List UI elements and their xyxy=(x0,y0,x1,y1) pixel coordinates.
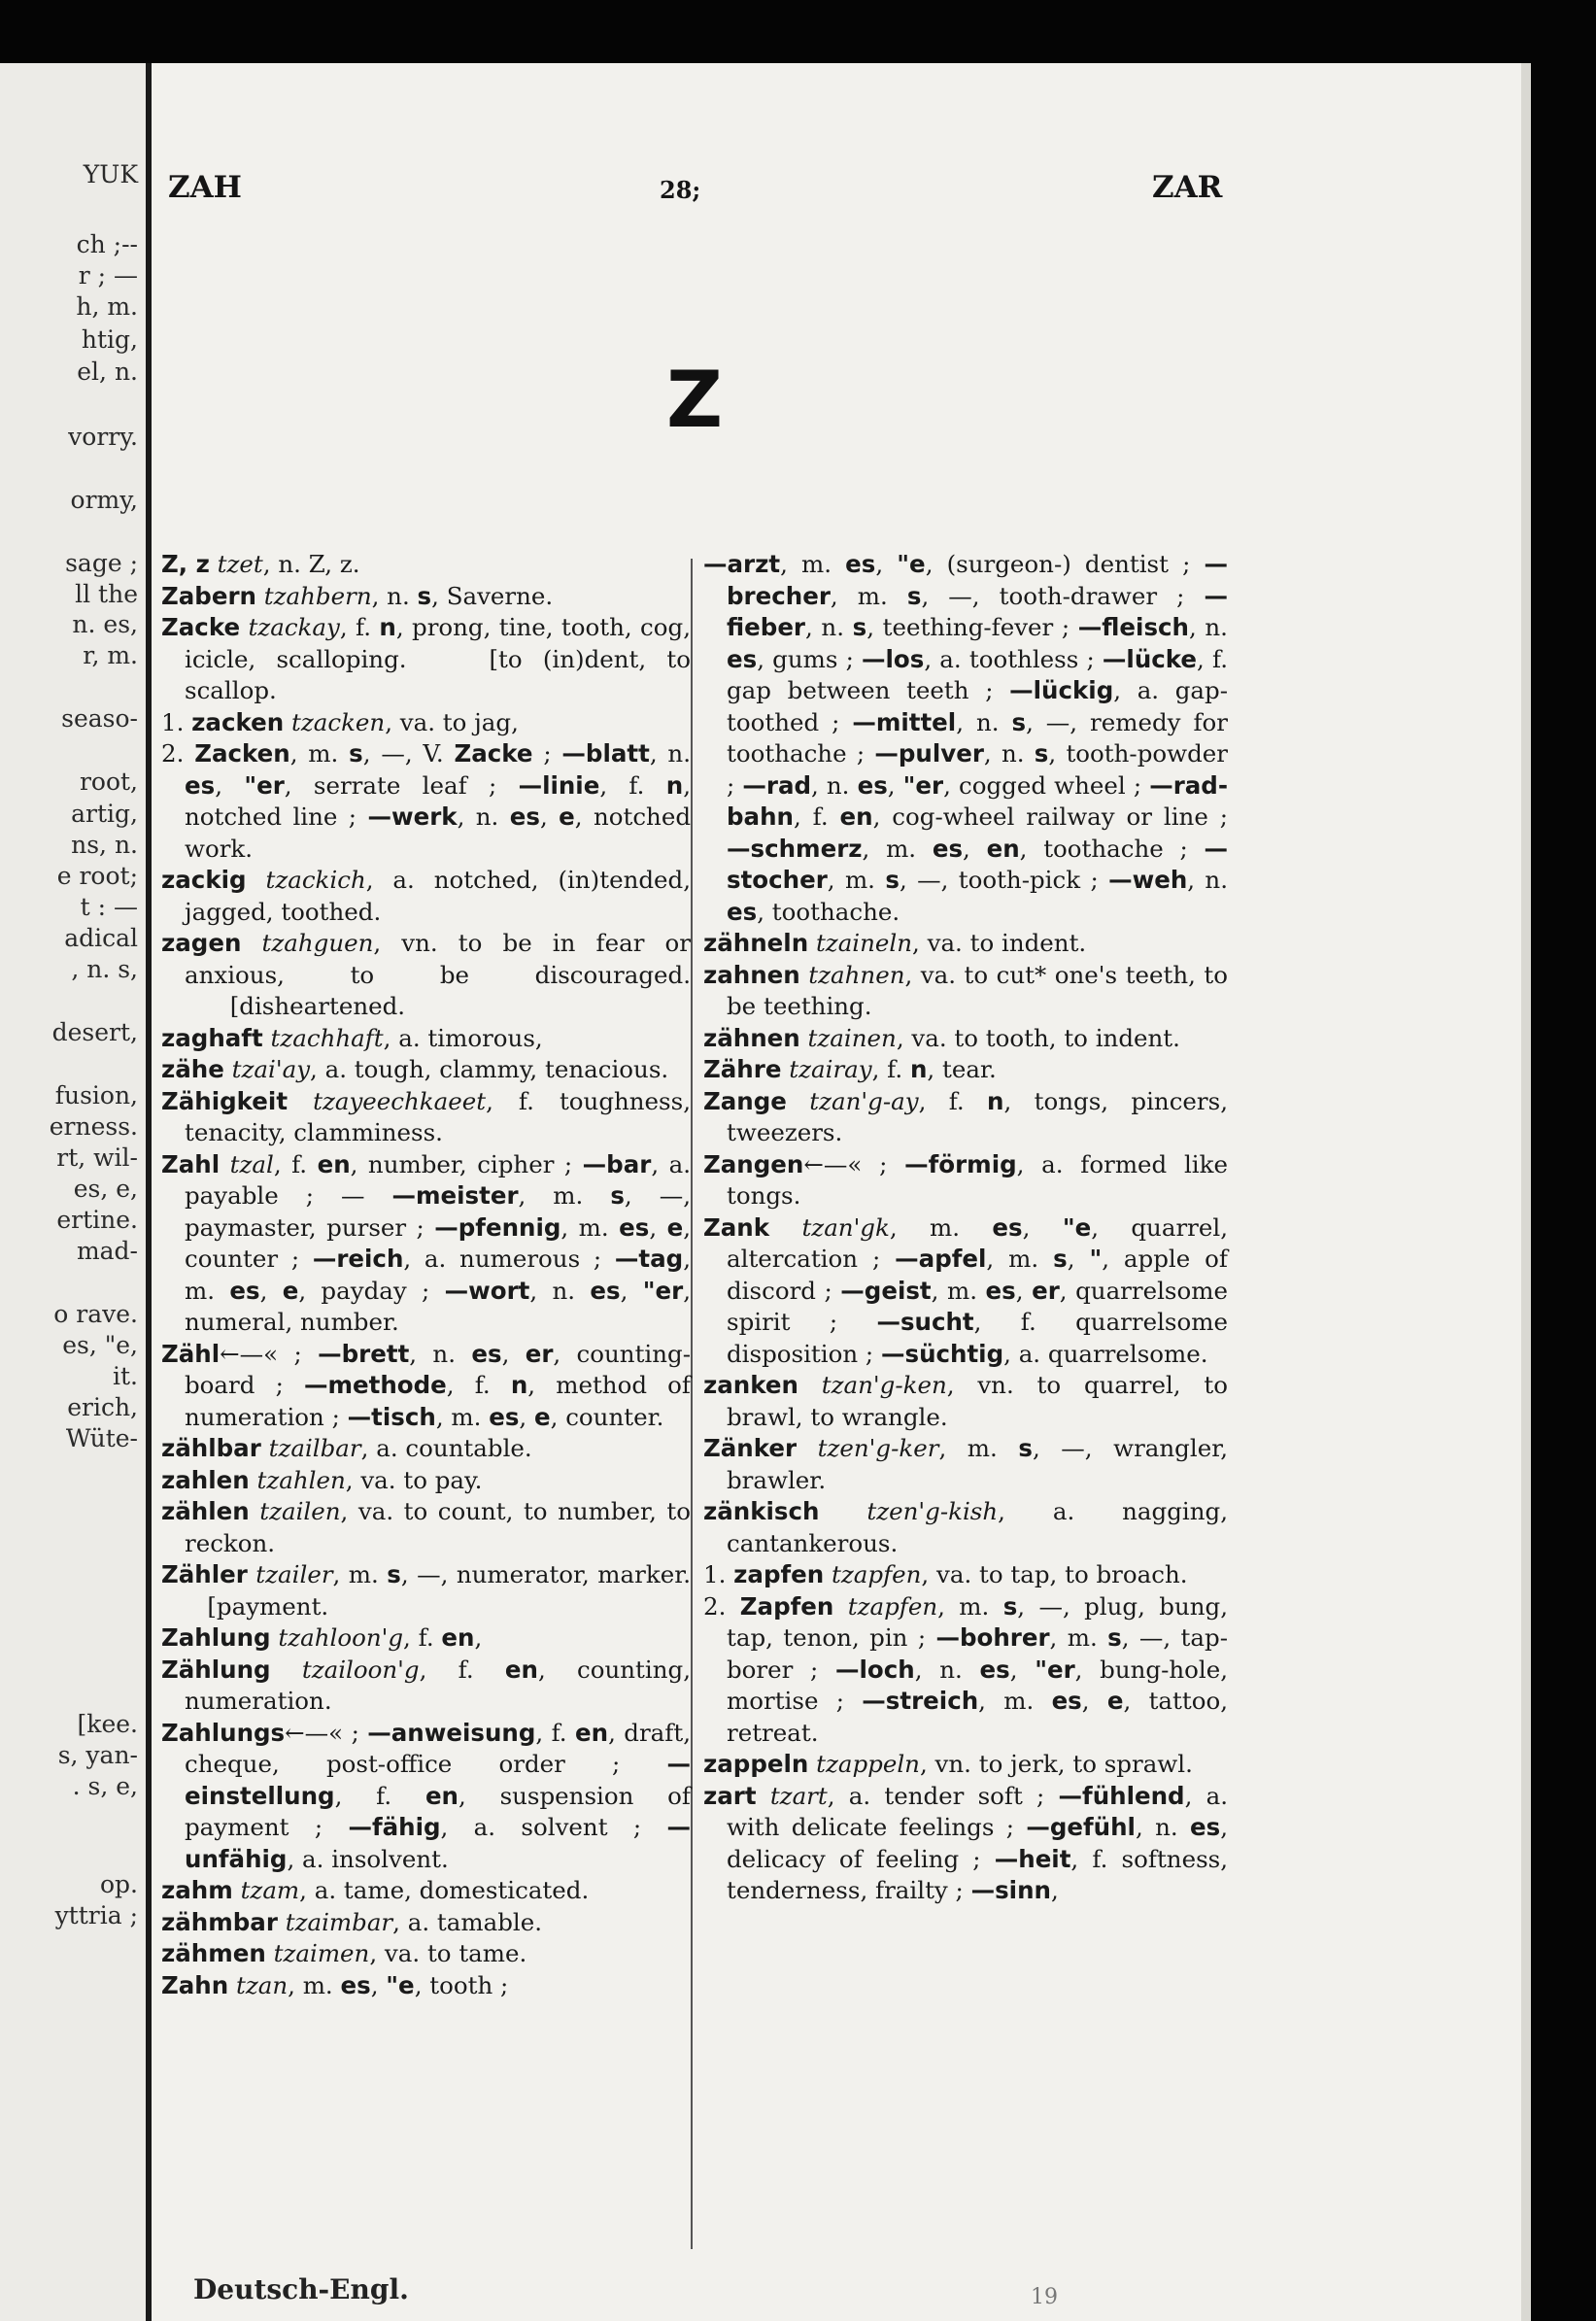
pronunciation: tzahguen xyxy=(261,929,374,957)
entry: —arzt, m. es, "e, (surgeon-) dentist ; —brecher, m. s, —, tooth-drawer ; —fieber, n. s, teething-fever ; —fleisch, n. es, gums ; —los, a. toothless ; —lücke, f. gap between teeth ; —lückig, a. gap-toothed ; —mittel, n. s, —, remedy for toothache ; —pulver, n. s, tooth-powder ; —rad, n. es, "er, cogged wheel ; —rad-bahn, f. en, cog-wheel railway or line ; —schmerz, m. es, en, toothache ; —stocher, m. s, —, tooth-pick ; —weh, n. es, toothache. xyxy=(703,550,1229,926)
entry: Zahn tzan, m. es, "e, tooth ; xyxy=(161,1970,509,1999)
fragment-line: . s, e, xyxy=(72,1772,138,1800)
entry: 2. Zapfen tzapfen, m. s, —, plug, bung, tap, tenon, pin ; —bohrer, m. s, —, tap-borer ; —loch, n. es, "er, bung-hole, mortise ; —streich, m. es, e, tattoo, retreat. xyxy=(703,1591,1229,1747)
pronunciation: tzai'ay xyxy=(231,1055,311,1083)
headword: zackig xyxy=(161,866,247,894)
entry: zahm tzam, a. tame, domesticated. xyxy=(161,1876,590,1904)
entry: Zangen←—« ; —förmig, a. formed like tongs. xyxy=(703,1149,1228,1210)
headword: Zähre xyxy=(703,1055,782,1083)
entry: 2. Zacken, m. s, —, V. Zacke ; —blatt, n. es, "er, serrate leaf ; —linie, f. n, notched line ; —werk, n. es, e, notched work. xyxy=(161,739,692,863)
entry: zähnen tzainen, va. to tooth, to indent. xyxy=(703,1023,1180,1052)
headword: Zahlung xyxy=(161,1623,271,1652)
fragment-line: r ; — xyxy=(78,261,138,290)
entry: zählbar tzailbar, a. countable. xyxy=(161,1434,532,1462)
headword: zählbar xyxy=(161,1434,261,1462)
left-page-fragment xyxy=(0,63,146,2321)
pronunciation: tzackay xyxy=(248,613,340,641)
fragment-line: s, yan- xyxy=(57,1741,138,1769)
fragment-line: it. xyxy=(113,1362,138,1390)
headword: Zank xyxy=(703,1212,770,1242)
footer-title: Deutsch-Engl. xyxy=(193,2273,409,2305)
pronunciation: tzen'g-ker xyxy=(817,1434,939,1462)
entry: zackig tzackich, a. notched, (in)tended, jagged, toothed. xyxy=(161,866,691,926)
pronunciation: tzaineln xyxy=(815,929,913,957)
entry: zahnen tzahnen, va. to cut* one's teeth, to be teething. xyxy=(703,960,1228,1020)
column-right xyxy=(703,549,1228,1907)
headword: zagen xyxy=(161,929,242,957)
pronunciation: tzailen xyxy=(259,1497,341,1525)
headword: zapfen xyxy=(733,1560,825,1588)
fragment-line: sage ; xyxy=(65,549,138,577)
entry: Zabern tzahbern, n. s, Saverne. xyxy=(161,581,554,610)
headword: zähe xyxy=(161,1055,224,1083)
fragment-line: r, m. xyxy=(83,641,138,669)
entry: zappeln tzappeln, vn. to jerk, to sprawl. xyxy=(703,1750,1193,1778)
pronunciation: tzahloon'g xyxy=(278,1623,404,1652)
pronunciation: tzaimen xyxy=(273,1939,370,1967)
headword: zahnen xyxy=(703,960,800,989)
running-head-left: ZAH xyxy=(168,170,242,205)
headword: Zählung xyxy=(161,1655,271,1684)
pronunciation: tzal xyxy=(229,1149,274,1178)
pronunciation: tzachhaft xyxy=(270,1023,384,1052)
fragment-line: , n. s, xyxy=(71,955,138,983)
fragment-line: t : — xyxy=(80,893,138,921)
headword: Zänker xyxy=(703,1434,798,1462)
headword: Zabern xyxy=(161,581,256,610)
fragment-line: mad- xyxy=(76,1237,138,1265)
entry: Z, z tzet, n. Z, z. xyxy=(161,550,360,578)
fragment-line: ll the xyxy=(75,580,138,608)
headword: zappeln xyxy=(703,1750,809,1778)
entry: zanken tzan'g-ken, vn. to quarrel, to brawl, to wrangle. xyxy=(703,1371,1229,1431)
fragment-line: o rave. xyxy=(53,1300,138,1328)
entry: zart tzart, a. tender soft ; —fühlend, a. with delicate feelings ; —gefühl, n. es, delicacy of feeling ; —heit, f. softness, tenderness, frailty ; —sinn, xyxy=(703,1781,1229,1904)
pronunciation: tzailbar xyxy=(268,1434,361,1462)
pronunciation: tzackich xyxy=(265,866,366,894)
fragment-line: root, xyxy=(79,768,138,796)
entry: zähmen tzaimen, va. to tame. xyxy=(161,1939,527,1967)
headword: zahm xyxy=(161,1876,233,1904)
fragment-line: YUK xyxy=(83,160,138,188)
headword: zähmbar xyxy=(161,1907,278,1936)
pronunciation: tzailoon'g xyxy=(301,1655,420,1684)
running-head-right: ZAR xyxy=(1152,170,1223,205)
fragment-line: desert, xyxy=(51,1018,138,1046)
headword: Zapfen xyxy=(739,1591,834,1621)
headword: zanken xyxy=(703,1371,798,1399)
pronunciation: tzapfen xyxy=(847,1591,938,1621)
entry: Zähre tzairay, f. n, tear. xyxy=(703,1055,997,1083)
fragment-line: [kee. xyxy=(77,1710,138,1738)
page-edge xyxy=(1521,63,1531,2321)
entry: 1. zapfen tzapfen, va. to tap, to broach. xyxy=(703,1560,1188,1588)
fragment-line: yttria ; xyxy=(54,1901,138,1929)
pronunciation: tzan xyxy=(235,1970,289,1999)
entry: zähmbar tzaimbar, a. tamable. xyxy=(161,1907,543,1936)
headword: zacken xyxy=(191,707,285,736)
entry: Zänker tzen'g-ker, m. s, —, wrangler, brawler. xyxy=(703,1434,1229,1494)
page-number: 28; xyxy=(660,176,701,204)
entry: Zähl←—« ; —brett, n. es, er, counting-board ; —methode, f. n, method of numeration ; —tisch, m. es, e, counter. xyxy=(161,1339,691,1431)
fragment-line: rt, wil- xyxy=(56,1143,138,1172)
fragment-line: fusion, xyxy=(54,1081,138,1109)
fragment-line: erness. xyxy=(49,1112,138,1141)
fragment-line: ch ;-- xyxy=(76,230,138,258)
headword: zähneln xyxy=(703,929,809,957)
pronunciation: tzappeln xyxy=(816,1750,920,1778)
entry: zähneln tzaineln, va. to indent. xyxy=(703,929,1087,957)
fragment-line: ns, n. xyxy=(71,831,138,859)
pronunciation: tzainen xyxy=(807,1023,897,1052)
pronunciation: tzan'gk xyxy=(801,1212,890,1242)
pronunciation: tzen'g-kish xyxy=(866,1497,999,1525)
fragment-line: erich, xyxy=(67,1393,138,1421)
fragment-line: adical xyxy=(64,924,138,952)
headword: Zangen xyxy=(703,1149,804,1178)
fragment-line: artig, xyxy=(71,800,138,828)
fragment-line: htig, xyxy=(81,325,138,354)
pronunciation: tzart xyxy=(769,1781,828,1810)
column-rule xyxy=(691,559,693,2249)
pronunciation: tzet xyxy=(217,550,263,578)
pronunciation: tzaimbar xyxy=(285,1907,393,1936)
headword: zahlen xyxy=(161,1465,250,1494)
headword: Zahn xyxy=(161,1970,229,1999)
headword: Z, z xyxy=(161,550,210,578)
headword: Zähl xyxy=(161,1339,221,1368)
entry: Zähigkeit tzayeechkaeet, f. toughness, tenacity, clamminess. xyxy=(161,1086,691,1146)
entry: Zähler tzailer, m. s, —, numerator, marker. [payment. xyxy=(161,1560,691,1621)
headword: Zacken xyxy=(194,739,290,768)
headword: Zahl xyxy=(161,1149,221,1178)
pronunciation: tzapfen xyxy=(832,1560,922,1588)
entry: Zahlung tzahloon'g, f. en, xyxy=(161,1623,483,1652)
headword: zähmen xyxy=(161,1939,266,1967)
headword: zaghaft xyxy=(161,1023,263,1052)
pronunciation: tzayeechkaeet xyxy=(313,1086,487,1115)
fragment-line: vorry. xyxy=(68,423,138,451)
pronunciation: tzailer xyxy=(255,1560,333,1588)
entry: zaghaft tzachhaft, a. timorous, xyxy=(161,1023,543,1052)
fragment-line: es, e, xyxy=(73,1175,138,1203)
fragment-line: h, m. xyxy=(76,292,138,321)
fragment-line: n. es, xyxy=(72,610,138,638)
entry: Zahlungs←—« ; —anweisung, f. en, draft, cheque, post-office order ; —einstellung, f. en, suspension of payment ; —fähig, a. solvent ; —unfähig, a. insolvent. xyxy=(161,1718,691,1873)
pronunciation: tzacken xyxy=(290,707,386,736)
entry: zagen tzahguen, vn. to be in fear or anxious, to be discouraged. [disheartened. xyxy=(161,929,691,1020)
entry: zahlen tzahlen, va. to pay. xyxy=(161,1465,483,1494)
signature-mark: 19 xyxy=(1031,2285,1058,2309)
pronunciation: tzahlen xyxy=(256,1465,346,1494)
entry: Zacke tzackay, f. n, prong, tine, tooth, cog, icicle, scalloping. [to (in)dent, to scallop. xyxy=(161,613,691,704)
headword: Zange xyxy=(703,1086,787,1115)
headword: zählen xyxy=(161,1497,250,1525)
fragment-line: ertine. xyxy=(56,1206,138,1234)
column-left xyxy=(161,549,691,2001)
headword: zart xyxy=(703,1781,757,1810)
fragment-line: el, n. xyxy=(77,358,138,386)
fragment-line: seaso- xyxy=(61,704,138,733)
entry: Zählung tzailoon'g, f. en, counting, numeration. xyxy=(161,1655,691,1715)
pronunciation: tzam xyxy=(240,1876,300,1904)
entry: Zange tzan'g-ay, f. n, tongs, pincers, tweezers. xyxy=(703,1086,1228,1146)
pronunciation: tzan'g-ken xyxy=(821,1371,947,1399)
entry: Zahl tzal, f. en, number, cipher ; —bar, a. payable ; — —meister, m. s, —, paymaster, purser ; —pfennig, m. es, e, counter ; —reich, a. numerous ; —tag, m. es, e, payday ; —wort, n. es, "er, numeral, number. xyxy=(161,1149,692,1336)
headword: Zähigkeit xyxy=(161,1086,289,1115)
entry: Zank tzan'gk, m. es, "e, quarrel, altercation ; —apfel, m. s, ", apple of discord ; —geist, m. es, er, quarrelsome spirit ; —sucht, f. quarrelsome disposition ; —süchtig, a. quarrelsome. xyxy=(703,1212,1228,1368)
fragment-line: op. xyxy=(99,1870,138,1898)
headword: Zacke xyxy=(161,613,241,641)
fragment-line: e root; xyxy=(56,862,138,890)
entry: zählen tzailen, va. to count, to number, to reckon. xyxy=(161,1497,691,1557)
section-letter: Z xyxy=(666,355,724,445)
pronunciation: tzan'g-ay xyxy=(809,1086,919,1115)
fragment-line: Wüte- xyxy=(65,1424,138,1452)
headword: zänkisch xyxy=(703,1497,820,1525)
headword: Zähler xyxy=(161,1560,248,1588)
headword: Zahlungs xyxy=(161,1718,286,1747)
pronunciation: tzairay xyxy=(789,1055,872,1083)
fragment-line: ormy, xyxy=(70,486,138,514)
entry: zänkisch tzen'g-kish, a. nagging, cantankerous. xyxy=(703,1497,1228,1557)
pronunciation: tzahnen xyxy=(808,960,905,989)
pronunciation: tzahbern xyxy=(263,581,372,610)
entry: zähe tzai'ay, a. tough, clammy, tenacious. xyxy=(161,1055,669,1083)
fragment-line: es, "e, xyxy=(62,1331,138,1359)
headword: zähnen xyxy=(703,1023,800,1052)
dictionary-page xyxy=(152,63,1521,2321)
entry: 1. zacken tzacken, va. to jag, xyxy=(161,707,519,736)
